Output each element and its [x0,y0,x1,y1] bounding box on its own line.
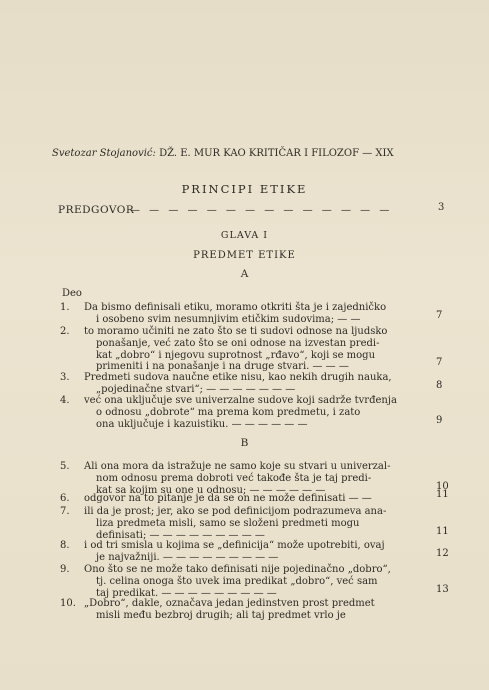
entry-page-number: 7 [436,309,443,321]
entry-text-line: „pojedinačne stvari“; — — — — — — — [96,383,296,395]
entry-number: 7. [60,506,70,517]
entry-text-line: kat „dobro“ i njegovu suprotnost „rđavo“, koji se mogu [96,349,376,361]
entry-page-number: 12 [436,547,449,559]
entry-page-number: 13 [436,583,449,595]
entry-text-line: Da bismo definisali etiku, moramo otkriti šta je i zajedničko [84,302,387,313]
entry-number: 3. [60,372,70,383]
entry-text-line: Ali ona mora da istražuje ne samo koje su stvari u univerzal- [84,461,391,472]
entry-text-line: o odnosu „dobrote“ ma prema kom predmetu, i zato [96,406,361,418]
entry-text-line: je najvažniji. — — — — — — — — — [96,551,279,563]
entry-text-line: „Dobro“, dakle, označava jedan jedinstven prost predmet [84,598,375,609]
entry-page-number: 8 [436,379,443,391]
entry-text-line: to moramo učiniti ne zato što se ti sudovi odnose na ljudsko [84,326,388,337]
preface-dashes: — — — — — — — — — — — — — — [130,205,393,216]
series-byline [52,148,394,159]
entry-number: 10. [60,598,76,609]
entry-text-line: kat sa kojim su one u odnosu; — — — — — — [96,484,326,496]
entry-text-line: definisati; — — — — — — — — — [96,529,265,541]
preface-entry [58,204,448,216]
entry-text-line: misli među bezbroj drugih; ali taj predmet vrlo je [96,609,346,621]
chapter-title: PREDMET ETIKE [193,250,296,261]
deo-label: Deo [62,288,82,299]
entry-number: 6. [60,493,70,504]
entry-page-number: 11 [436,525,449,537]
entry-number: 1. [60,302,70,313]
entry-text-line: nom odnosu prema dobroti već takođe šta je taj predi- [96,472,372,484]
entry-text-line: već ona uključuje sve univerzalne sudove koji sadrže tvrđenja [84,395,397,406]
entry-text-line: ponašanje, već zato što se oni odnose na izvestan predi- [96,337,380,349]
entry-text-line: i od tri smisla u kojima se „definicija“ može upotrebiti, ovaj [84,540,385,551]
entry-number: 5. [60,461,70,472]
entry-text-line: Ono što se ne može tako definisati nije pojedinačno „dobro“, [84,564,391,575]
entry-number: 2. [60,326,70,337]
entry-number: 9. [60,564,70,575]
byline-title: DŽ. E. MUR KAO KRITIČAR I FILOZOF — XIX [159,148,394,159]
preface-page: 3 [438,202,445,213]
entry-page-number: 11 [436,489,449,500]
entry-text-line: ili da je prost; jer, ako se pod definicijom podrazumeva ana- [84,506,387,517]
preface-label: PREDGOVOR [58,204,135,216]
entry-text-line: liza predmeta misli, samo se složeni predmeti mogu [96,517,360,529]
entry-text-line: i osobeno svim nesumnjivim etičkim sudovima; — — [96,313,361,325]
book-title: PRINCIPI ETIKE [181,182,308,196]
entry-number: 4. [60,395,70,406]
entry-text-line: taj predikat. — — — — — — — — — [96,587,277,599]
entry-text-line: primeniti i na ponašanje i na druge stvari. — — — [96,361,349,373]
entry-text-line: ona uključuje i kazuistiku. — — — — — — [96,418,308,430]
entry-text-line: tj. celina onoga što uvek ima predikat „dobro“, već sam [96,575,378,587]
section-b-heading: B [240,437,249,449]
section-a-heading: A [240,268,249,280]
entry-page-number: 7 [436,357,443,369]
chapter-label: GLAVA I [220,230,269,241]
entry-number: 8. [60,540,70,551]
entry-text-line: odgovor na to pitanje je da se on ne može definisati — — [84,493,372,504]
entry-text-line: Predmeti sudova naučne etike nisu, kao nekih drugih nauka, [84,372,392,383]
entry-page-number: 10 [436,480,449,492]
entry-page-number: 9 [436,414,443,426]
byline-author: Svetozar Stojanović: [52,148,156,159]
